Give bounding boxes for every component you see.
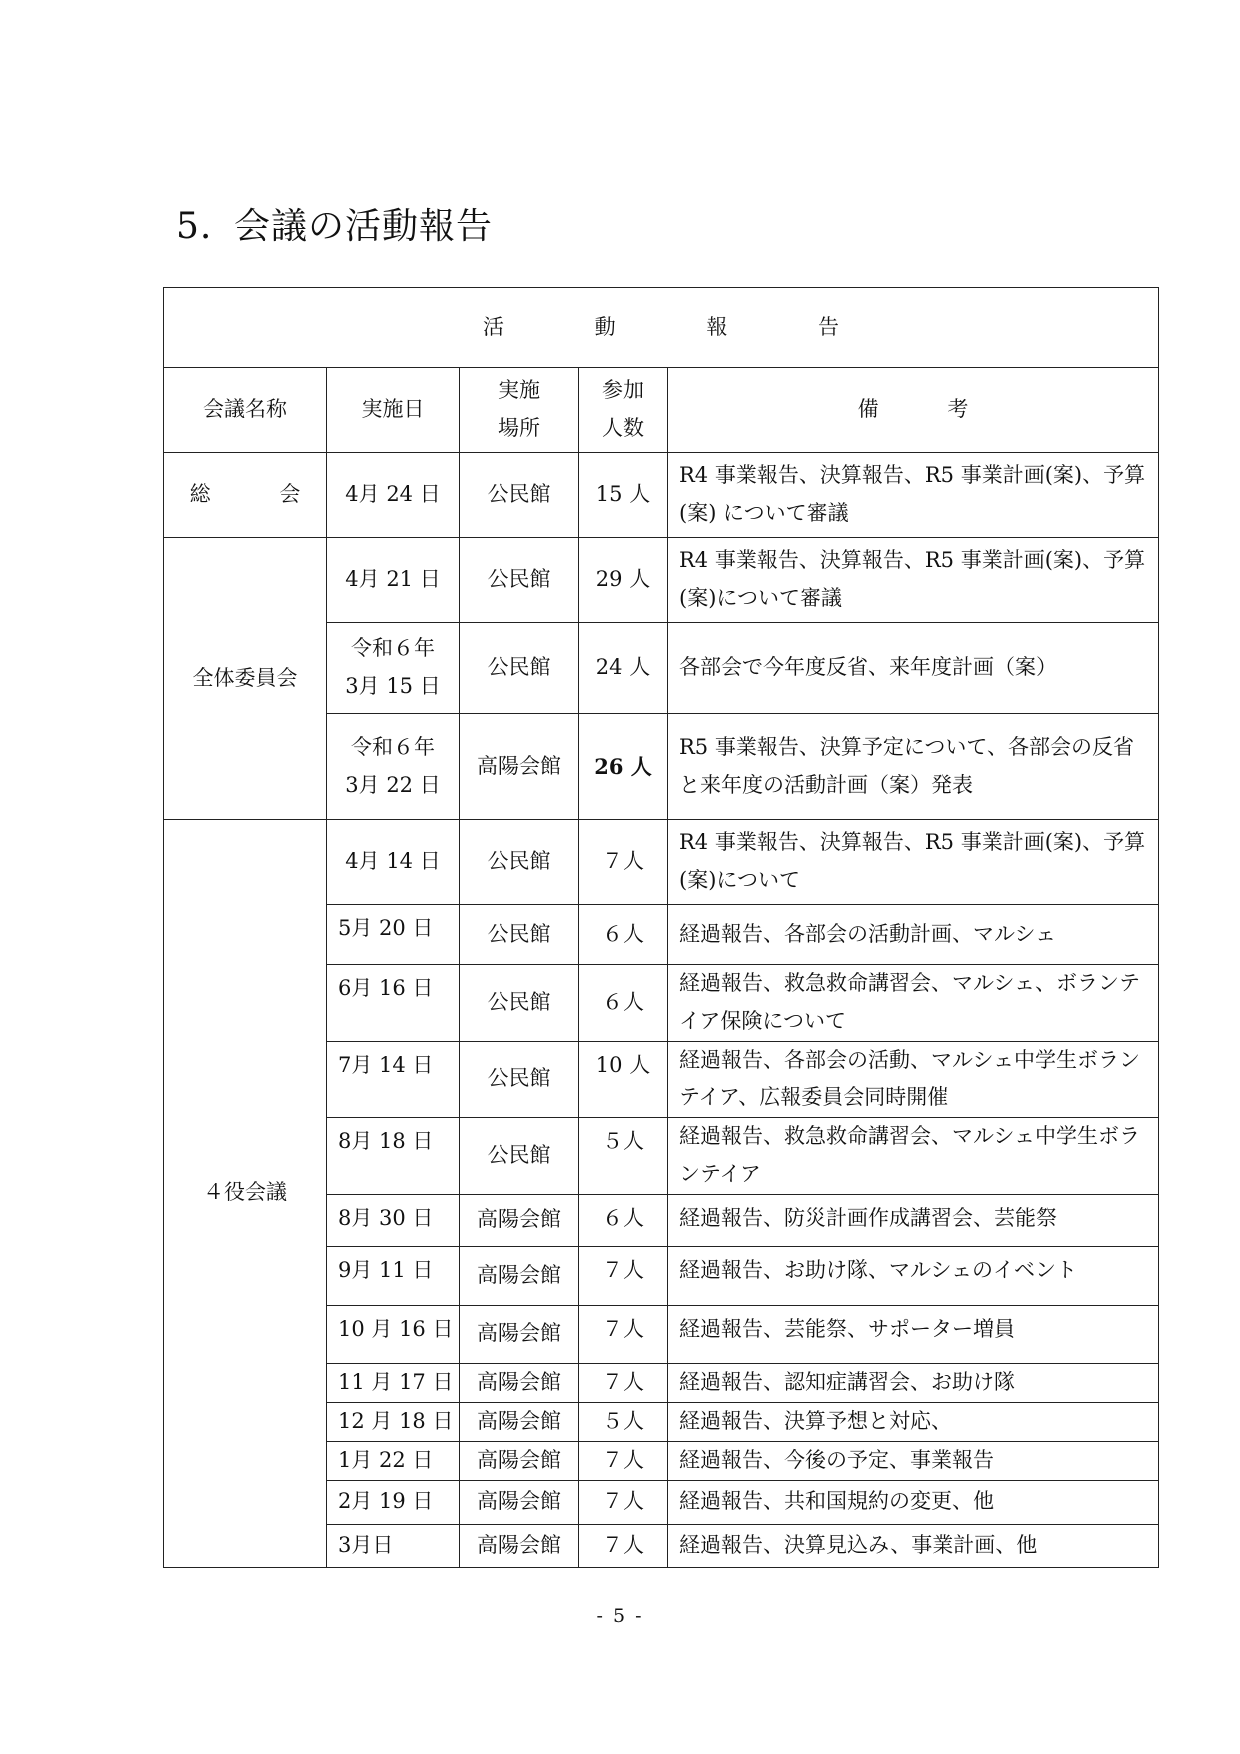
place-cell: 公民館 [460,820,579,905]
date-cell: 令和６年 3月 15 日 [327,623,460,714]
date-cell: 8月 18 日 [327,1118,460,1195]
place-cell: 高陽会館 [460,714,579,820]
count-cell: ７人 [579,820,668,905]
date-cell: 令和６年 3月 22 日 [327,714,460,820]
table-banner-row [164,288,1159,368]
notes-cell: R5 事業報告、決算予定について、各部会の反省と来年度の活動計画（案）発表 [668,714,1159,820]
header-meeting-name: 会議名称 [164,368,327,453]
count-cell: ７人 [579,1480,668,1524]
place-cell: 公民館 [460,538,579,623]
count-cell: 24 人 [579,623,668,714]
count-cell: ７人 [579,1363,668,1402]
table-row [164,538,1159,623]
count-cell: ７人 [579,1305,668,1363]
notes-cell: 各部会で今年度反省、来年度計画（案） [668,623,1159,714]
notes-cell: 経過報告、芸能祭、サポーター増員 [668,1305,1159,1363]
notes-cell: 経過報告、決算見込み、事業計画、他 [668,1524,1159,1567]
date-cell: 12 月 18 日 [327,1402,460,1441]
count-cell: ５人 [579,1118,668,1195]
count-cell: 10 人 [579,1041,668,1118]
place-cell: 公民館 [460,453,579,538]
notes-cell: 経過報告、決算予想と対応、 [668,1402,1159,1441]
notes-cell: 経過報告、認知症講習会、お助け隊 [668,1363,1159,1402]
date-cell: 3月日 [327,1524,460,1567]
place-cell: 公民館 [460,965,579,1042]
date-cell: 5月 20 日 [327,905,460,965]
count-cell: ７人 [579,1246,668,1305]
place-cell: 高陽会館 [460,1402,579,1441]
date-cell: 11 月 17 日 [327,1363,460,1402]
notes-cell: 経過報告、各部会の活動、マルシェ中学生ボランテイア、広報委員会同時開催 [668,1041,1159,1118]
section-number: 5. [176,206,213,247]
count-cell: ６人 [579,1194,668,1246]
date-cell: 10 月 16 日 [327,1305,460,1363]
notes-cell: 経過報告、救急救命講習会、マルシェ中学生ボランテイア [668,1118,1159,1195]
count-cell: ５人 [579,1402,668,1441]
place-cell: 高陽会館 [460,1524,579,1567]
place-cell: 高陽会館 [460,1480,579,1524]
place-cell: 公民館 [460,1041,579,1118]
meeting-name: 全体委員会 [164,538,327,820]
count-cell: ７人 [579,1441,668,1480]
count-cell: ６人 [579,905,668,965]
header-notes: 備 考 [668,368,1159,453]
meeting-name: 総 会 [164,453,327,538]
page-number: - 5 - [596,1605,644,1627]
date-cell: 4月 24 日 [327,453,460,538]
date-cell: 7月 14 日 [327,1041,460,1118]
count-cell: 15 人 [579,453,668,538]
meeting-name: ４役会議 [164,820,327,1568]
table-row [164,453,1159,538]
notes-cell: 経過報告、各部会の活動計画、マルシェ [668,905,1159,965]
notes-cell: 経過報告、今後の予定、事業報告 [668,1441,1159,1480]
table-banner: 活 動 報 告 [164,288,1159,368]
place-cell: 公民館 [460,1118,579,1195]
count-cell: 26 人 [579,714,668,820]
place-cell: 高陽会館 [460,1441,579,1480]
header-place: 実施 場所 [460,368,579,453]
date-cell: 9月 11 日 [327,1246,460,1305]
notes-cell: 経過報告、防災計画作成講習会、芸能祭 [668,1194,1159,1246]
notes-cell: 経過報告、お助け隊、マルシェのイベント [668,1246,1159,1305]
section-title [176,198,493,249]
date-cell: 1月 22 日 [327,1441,460,1480]
place-cell: 公民館 [460,905,579,965]
count-cell: 29 人 [579,538,668,623]
notes-cell: 経過報告、救急救命講習会、マルシェ、ボランテイア保険について [668,965,1159,1042]
activity-report-table [163,287,1159,1568]
count-cell: ７人 [579,1524,668,1567]
notes-cell: R4 事業報告、決算報告、R5 事業計画(案)、予算(案)について審議 [668,538,1159,623]
header-date: 実施日 [327,368,460,453]
date-cell: 6月 16 日 [327,965,460,1042]
header-attendance: 参加 人数 [579,368,668,453]
date-cell: 8月 30 日 [327,1194,460,1246]
date-cell: 4月 21 日 [327,538,460,623]
date-cell: 2月 19 日 [327,1480,460,1524]
place-cell: 高陽会館 [460,1194,579,1246]
notes-cell: 経過報告、共和国規約の変更、他 [668,1480,1159,1524]
table-row [164,820,1159,905]
table-header-row [164,368,1159,453]
notes-cell: R4 事業報告、決算報告、R5 事業計画(案)、予算(案) について審議 [668,453,1159,538]
place-cell: 高陽会館 [460,1246,579,1305]
section-title-text: 会議の活動報告 [234,206,494,247]
place-cell: 高陽会館 [460,1305,579,1363]
place-cell: 高陽会館 [460,1363,579,1402]
count-cell: ６人 [579,965,668,1042]
notes-cell: R4 事業報告、決算報告、R5 事業計画(案)、予算(案)について [668,820,1159,905]
date-cell: 4月 14 日 [327,820,460,905]
place-cell: 公民館 [460,623,579,714]
